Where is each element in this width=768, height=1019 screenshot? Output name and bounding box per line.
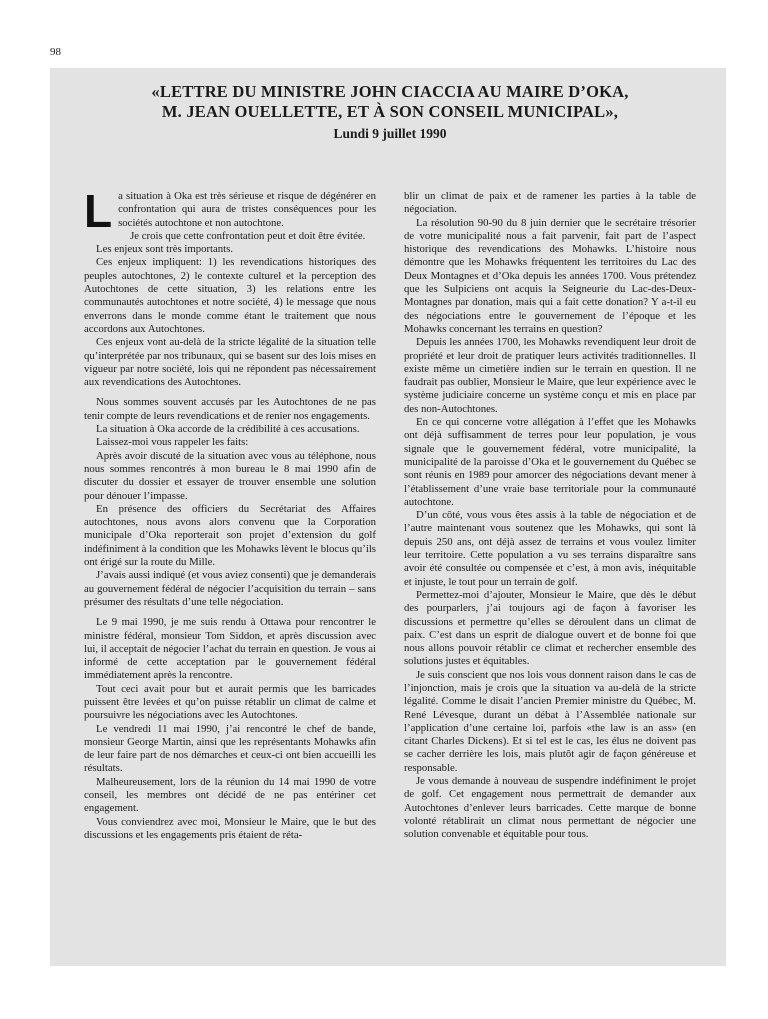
paragraph: Les enjeux sont très importants.	[96, 243, 234, 256]
paragraph: Je vous demande à nouveau de suspendre indéfiniment le projet de golf. Cet engagement nous permettrait de demander aux Autochtones d’enlever leurs barricades. Cette marque de bonne volonté rétablirait un climat nous permettant de négocier une solution convenable et équitable pour tous.	[404, 775, 696, 841]
paragraph: Je suis conscient que nos lois vous donnent raison dans le cas de l’injonction, mais je crois que la situation va au-delà de la stricte légalité. Comme le disait l’ancien Premier ministre du Québec, M. René Lévesque, durant un débat à l’Assemblée nationale sur l’application d’une certaine loi, parfois «the law is an ass» (en citant Charles Dickens). Et si tel est le cas, les élus ne doivent pas se cacher derrière les lois, mais plutôt agir de façon généreuse et responsable.	[404, 668, 696, 774]
paragraph: La résolution 90-90 du 8 juin dernier que le secrétaire trésorier de votre municipalité nous a fait parvenir, fait part de l’aspect historique des revendications des Mohawks. L’histoire nous démontre que les Mohawks fréquentent les territoires du Lac des Deux Montagnes et d’Oka depuis les années 1700. Vous prétendez que les Sulpiciens ont acquis la Seigneurie du Lac-des-Deux-Montagnes par donation, mais qui a fait cette donation? Y a-t-il eu des négociations entre le gouvernement de l’époque et les Mohawks concernant les terrains en question?	[404, 216, 696, 335]
paragraph: J’avais aussi indiqué (et vous aviez consenti) que je demanderais au gouvernement fédéral de négocier l’acquisition du terrain – sans présumer des résultats d’une telle négociation.	[84, 569, 376, 608]
letter-date: Lundi 9 juillet 1990	[333, 126, 447, 141]
paragraph: Vous conviendrez avec moi, Monsieur le Maire, que le but des discussions et les engagements pris étaient de réta-	[84, 815, 376, 841]
title-line-1: «LETTRE DU MINISTRE JOHN CIACCIA AU MAIRE D’OKA,	[151, 82, 629, 101]
left-column	[84, 185, 376, 962]
paragraph: Ces enjeux impliquent: 1) les revendications historiques des peuples autochtones, 2) le contexte culturel et la perception des Autochtones de cette situation, 3) les relations entre les communautés autochtones et notre société, 4) le message que nous enverrons dans le monde comme étant le traitement que nous accordons aux Autochtones.	[84, 256, 376, 335]
paragraph: Le vendredi 11 mai 1990, j’ai rencontré le chef de bande, monsieur George Martin, ainsi que les représentants Mohawks afin de leur faire part de nos démarches et ceux-ci ont bien accueilli les résultats.	[84, 722, 376, 775]
paragraph: Nous sommes souvent accusés par les Autochtones de ne pas tenir compte de leurs revendications et de renier nos engagements.	[84, 396, 376, 422]
paragraph-text: a situation à Oka est très sérieuse et risque de dégénérer en confrontation qui aura de tristes conséquences pour les sociétés autochtone et non autochtone.	[118, 190, 376, 229]
paragraph: Malheureusement, lors de la réunion du 14 mai 1990 de votre conseil, les membres ont décidé de ne pas entériner cet engagement.	[84, 775, 376, 815]
page-number: 98	[50, 46, 61, 58]
paragraph: En présence des officiers du Secrétariat des Affaires autochtones, nous avons alors convenu que la Corporation municipale d’Oka reporterait son projet d’extension du golf indéfiniment à la condition que les Mohawks lèvent le blocus qu’ils ont érigé sur la route du Mille.	[84, 502, 376, 569]
letter-panel	[50, 68, 726, 966]
paragraph: blir un climat de paix et de ramener les parties à la table de négociation.	[404, 190, 696, 216]
paragraph: Tout ceci avait pour but et aurait permis que les barricades puissent être levées et qu’on puisse rétablir un climat de calme et poursuivre les négociations avec les Autochtones.	[84, 682, 376, 722]
paragraph: Laissez-moi vous rappeler les faits:	[96, 436, 249, 449]
paragraph: Le 9 mai 1990, je me suis rendu à Ottawa pour rencontrer le ministre fédéral, monsieur Tom Siddon, et après discussion avec lui, il acceptait de négocier l’achat du terrain en question. Je vous ai informé de cette acceptation par le gouvernement fédéral immédiatement après la rencontre.	[84, 616, 376, 682]
paragraph: Ces enjeux vont au-delà de la stricte légalité de la situation telle qu’interprétée par nos tribunaux, qui se basent sur des lois mises en vigueur par notre société, lois qui ne répondent pas nécessairement aux revendications des Autochtones.	[84, 336, 376, 389]
letter-header	[84, 82, 696, 143]
paragraph: D’un côté, vous vous êtes assis à la table de négociation et de l’autre maintenant vous soutenez que les Mohawks, qui sont là depuis 250 ans, ont déjà assez de terrains et vous voulez limiter leur territoire. Cette population a vu ses terrains disparaître sans avoir été consultée ou compensée et c’est, à mon avis, inéquitable et injuste, le tout pour un terrain de golf.	[404, 509, 696, 588]
paragraph: Je crois que cette confrontation peut et doit être évitée.	[130, 229, 366, 242]
paragraph: Après avoir discuté de la situation avec vous au téléphone, nous nous sommes rencontrés à mon bureau le 8 mai 1990 afin de discuter du dossier et essayer de trouver ensemble une solution pour dénouer l’impasse.	[84, 449, 376, 502]
right-column	[404, 190, 696, 962]
drop-cap: L	[84, 185, 113, 237]
paragraph: Depuis les années 1700, les Mohawks revendiquent leur droit de propriété et leur droit de pratiquer leurs activités traditionnelles. Il existe même un cimetière indien sur le terrain en question. Il ne faudrait pas oublier, Monsieur le Maire, que leur expérience avec le système judiciaire concerne un système conçu et mis en place par des non-Autochtones.	[404, 336, 696, 415]
paragraph: La situation à Oka accorde de la crédibilité à ces accusations.	[96, 423, 360, 436]
paragraph: Permettez-moi d’ajouter, Monsieur le Maire, que dès le début des pourparlers, j’ai toujours agi de façon à favoriser les discussions et permettre qu’elles se déroulent dans un climat de paix. C’est dans un esprit de dialogue ouvert et de bonne foi que nous allons pouvoir rétablir ce climat et rechercher ensemble des solutions justes et équitables.	[404, 588, 696, 668]
text-columns	[84, 185, 696, 962]
paragraph: En ce qui concerne votre allégation à l’effet que les Mohawks ont déjà suffisamment de terres pour leur population, je vous signale que le gouvernement fédéral, votre municipalité, la municipalité de la paroisse d’Oka et le gouvernement du Québec se sont réunis en 1989 pour amorcer des négociations devant mener à l’établissement d’une vraie base territoriale pour la communauté autochtone.	[404, 416, 696, 508]
title-line-2: M. JEAN OUELLETTE, ET À SON CONSEIL MUNICIPAL»,	[161, 102, 619, 121]
